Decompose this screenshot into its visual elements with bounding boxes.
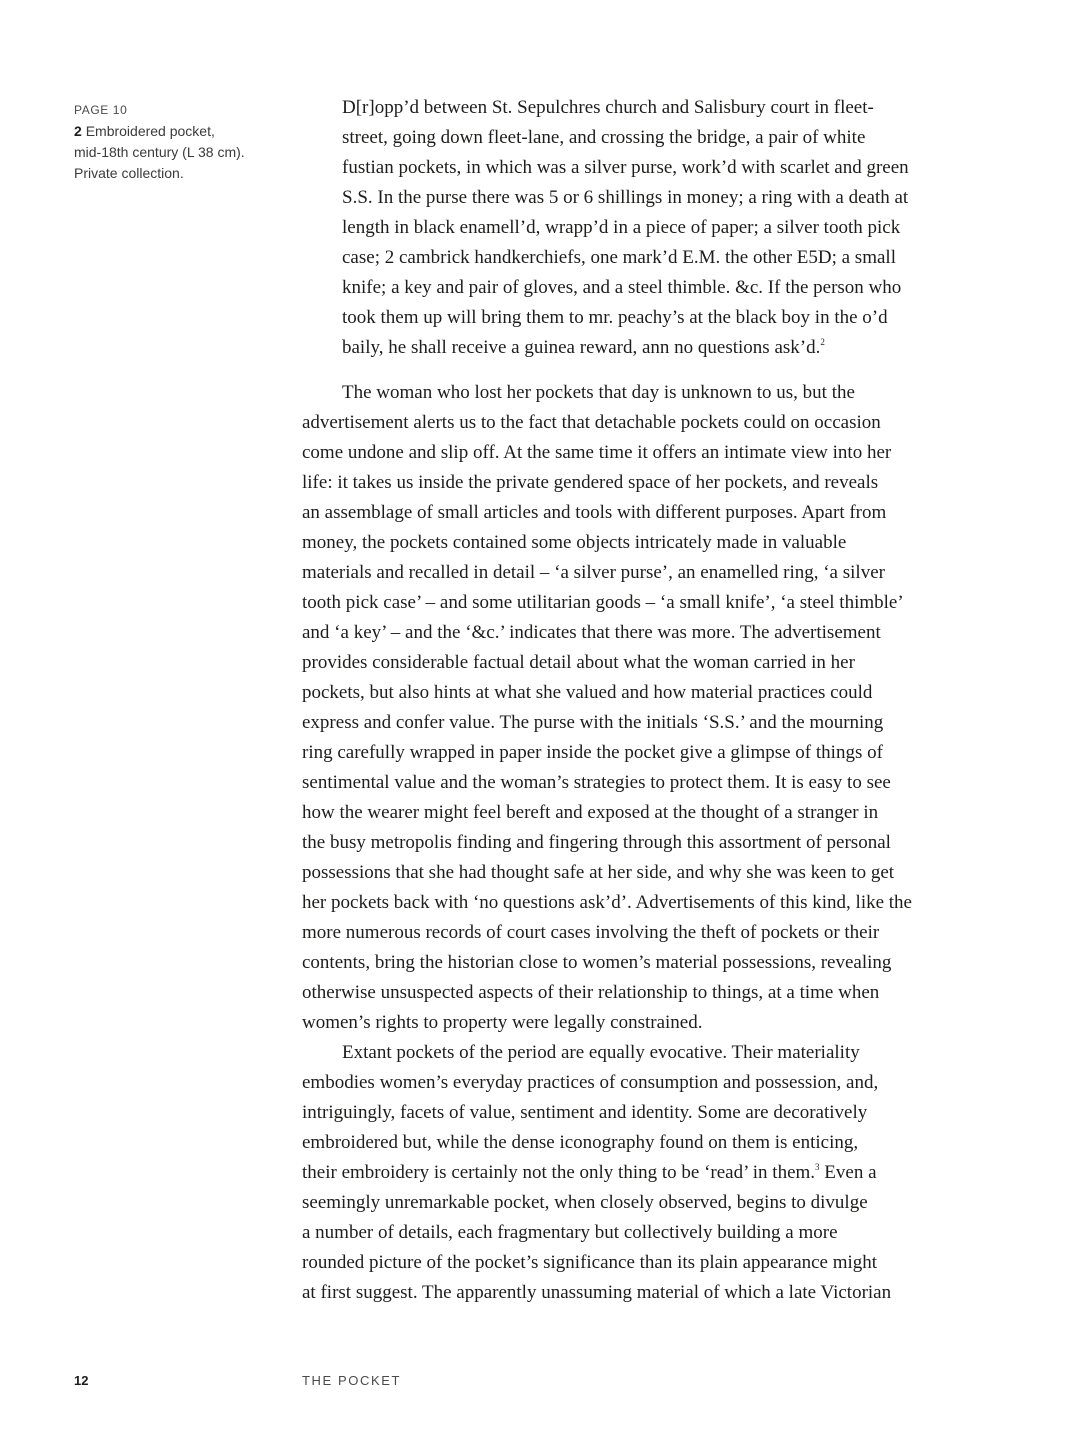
- body-line: women’s rights to property were legally constrained.: [302, 1012, 703, 1033]
- body-line: ring carefully wrapped in paper inside the pocket give a glimpse of things of: [302, 742, 883, 763]
- body-line: the busy metropolis finding and fingering through this assortment of personal: [302, 832, 891, 853]
- quote-line: D[r]opp’d between St. Sepulchres church and Salisbury court in fleet-: [342, 97, 874, 118]
- quote-line: case; 2 cambrick handkerchiefs, one mark’d E.M. the other E5D; a small: [342, 247, 896, 268]
- body-line: otherwise unsuspected aspects of their relationship to things, at a time when: [302, 982, 880, 1003]
- quote-line: street, going down fleet-lane, and crossing the bridge, a pair of white: [342, 127, 866, 148]
- body-line-with-footnote: [302, 1158, 967, 1188]
- footnote-marker: 2: [820, 337, 825, 347]
- body-line: embodies women’s everyday practices of consumption and possession, and,: [302, 1072, 879, 1093]
- body-line: rounded picture of the pocket’s significance than its plain appearance might: [302, 1252, 878, 1273]
- body-line: an assemblage of small articles and tools with different purposes. Apart from: [302, 502, 887, 523]
- body-line: seemingly unremarkable pocket, when closely observed, begins to divulge: [302, 1192, 868, 1213]
- figure-number: 2: [74, 123, 82, 139]
- quote-line: S.S. In the purse there was 5 or 6 shillings in money; a ring with a death at: [342, 187, 909, 208]
- body-line: come undone and slip off. At the same time it offers an intimate view into her: [302, 442, 892, 463]
- advertisement-quote: [342, 93, 967, 363]
- quote-line: length in black enamell’d, wrapp’d in a piece of paper; a silver tooth pick: [342, 217, 901, 238]
- page-number: 12: [74, 1373, 89, 1388]
- footnote-marker: 3: [815, 1162, 820, 1172]
- body-text-run: Even a: [819, 1162, 877, 1183]
- body-line: a number of details, each fragmentary but collectively building a more: [302, 1222, 838, 1243]
- body-line: embroidered but, while the dense iconography found on them is enticing,: [302, 1132, 859, 1153]
- body-text: [302, 378, 967, 1308]
- body-line: materials and recalled in detail – ‘a silver purse’, an enamelled ring, ‘a silver: [302, 562, 885, 583]
- caption-line: Embroidered pocket,: [85, 123, 215, 139]
- body-line: advertisement alerts us to the fact that detachable pockets could on occasion: [302, 412, 881, 433]
- quote-line: took them up will bring them to mr. peachy’s at the black boy in the o’d: [342, 307, 888, 328]
- body-line: express and confer value. The purse with the initials ‘S.S.’ and the mourning: [302, 712, 884, 733]
- body-line: life: it takes us inside the private gendered space of her pockets, and reveals: [302, 472, 879, 493]
- body-line: tooth pick case’ – and some utilitarian goods – ‘a small knife’, ‘a steel thimble’: [302, 592, 904, 613]
- body-line: her pockets back with ‘no questions ask’d’. Advertisements of this kind, like the: [302, 892, 912, 913]
- body-line: Extant pockets of the period are equally evocative. Their materiality: [342, 1042, 860, 1063]
- running-footer-title: THE POCKET: [302, 1373, 402, 1388]
- body-line: pockets, but also hints at what she valued and how material practices could: [302, 682, 873, 703]
- quote-line: knife; a key and pair of gloves, and a steel thimble. &c. If the person who: [342, 277, 902, 298]
- body-line: sentimental value and the woman’s strategies to protect them. It is easy to see: [302, 772, 891, 793]
- quote-text: baily, he shall receive a guinea reward, ann no questions ask’d.: [342, 337, 821, 358]
- caption-line: Private collection.: [74, 165, 184, 181]
- caption-line: mid-18th century (L 38 cm).: [74, 144, 245, 160]
- page-reference: PAGE 10: [74, 103, 128, 117]
- body-line: provides considerable factual detail about what the woman carried in her: [302, 652, 855, 673]
- quote-line-last: [342, 333, 967, 363]
- body-line: money, the pockets contained some objects intricately made in valuable: [302, 532, 847, 553]
- body-line: and ‘a key’ – and the ‘&c.’ indicates that there was more. The advertisement: [302, 622, 881, 643]
- body-line: how the wearer might feel bereft and exposed at the thought of a stranger in: [302, 802, 879, 823]
- body-line: intriguingly, facets of value, sentiment and identity. Some are decoratively: [302, 1102, 868, 1123]
- body-text-run: their embroidery is certainly not the only thing to be ‘read’ in them.: [302, 1162, 816, 1183]
- figure-sidenote: [74, 100, 284, 184]
- body-line: more numerous records of court cases involving the theft of pockets or their: [302, 922, 880, 943]
- body-line: contents, bring the historian close to women’s material possessions, revealing: [302, 952, 892, 973]
- body-line: The woman who lost her pockets that day is unknown to us, but the: [342, 382, 855, 403]
- body-line: at first suggest. The apparently unassuming material of which a late Victorian: [302, 1282, 892, 1303]
- body-line: possessions that she had thought safe at her side, and why she was keen to get: [302, 862, 895, 883]
- figure-caption: [74, 121, 284, 142]
- quote-line: fustian pockets, in which was a silver purse, work’d with scarlet and green: [342, 157, 909, 178]
